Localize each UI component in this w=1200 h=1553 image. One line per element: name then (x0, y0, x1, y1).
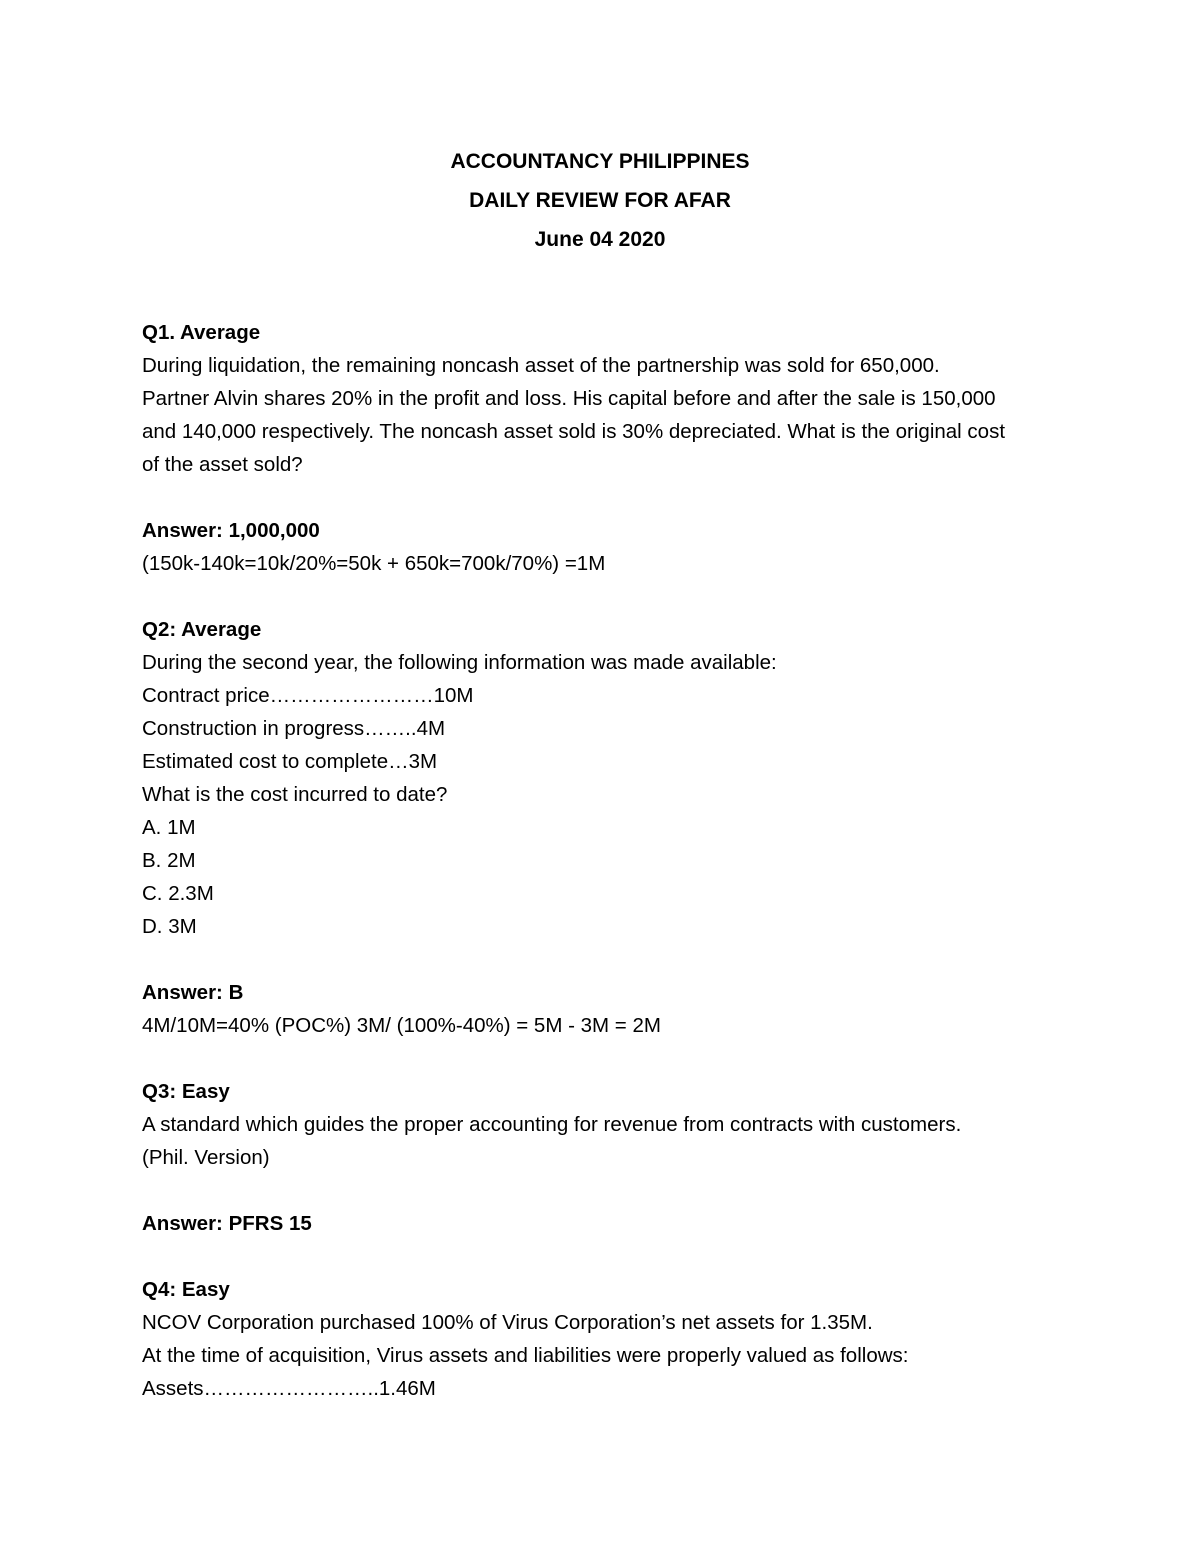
document-date: June 04 2020 (534, 228, 666, 251)
question-3-answer: Answer: PFRS 15 (142, 1212, 312, 1235)
spacer (142, 580, 1052, 613)
question-2 (142, 613, 1052, 1042)
spacer (142, 481, 1052, 514)
question-2-answer: Answer: B (142, 981, 244, 1004)
question-1-text-line: of the asset sold? (142, 453, 303, 476)
document-subtitle: DAILY REVIEW FOR AFAR (469, 189, 731, 212)
question-4-text-line: At the time of acquisition, Virus assets and liabilities were properly valued as follows: (142, 1344, 909, 1367)
spacer (142, 1174, 1052, 1207)
question-2-item: Construction in progress……..4M (142, 717, 446, 740)
spacer (142, 943, 1052, 976)
document-header (0, 142, 1200, 259)
question-1-solution: (150k-140k=10k/20%=50k + 650k=700k/70%) =1M (142, 552, 606, 575)
question-1-text-line: Partner Alvin shares 20% in the profit and loss. His capital before and after the sale is 150,000 (142, 387, 996, 410)
question-1-heading: Q1. Average (142, 321, 261, 344)
question-1-text-line: and 140,000 respectively. The noncash asset sold is 30% depreciated. What is the original cost (142, 420, 1006, 443)
question-4-text-line: NCOV Corporation purchased 100% of Virus Corporation’s net assets for 1.35M. (142, 1311, 873, 1334)
question-1-text-line: During liquidation, the remaining noncash asset of the partnership was sold for 650,000. (142, 354, 940, 377)
question-4-heading: Q4: Easy (142, 1278, 230, 1301)
question-2-choice-c: C. 2.3M (142, 882, 214, 905)
question-1 (142, 316, 1052, 580)
question-2-item: Estimated cost to complete…3M (142, 750, 438, 773)
question-3-text-line: A standard which guides the proper accounting for revenue from contracts with customers. (142, 1113, 962, 1136)
document-body (142, 316, 1052, 1405)
question-4 (142, 1273, 1052, 1405)
question-2-choice-a: A. 1M (142, 816, 196, 839)
question-3-text-line: (Phil. Version) (142, 1146, 270, 1169)
spacer (142, 1042, 1052, 1075)
question-3 (142, 1075, 1052, 1240)
question-2-heading: Q2: Average (142, 618, 262, 641)
spacer (142, 1240, 1052, 1273)
question-2-question: What is the cost incurred to date? (142, 783, 448, 806)
question-2-solution: 4M/10M=40% (POC%) 3M/ (100%-40%) = 5M - 3M = 2M (142, 1014, 661, 1037)
document-title: ACCOUNTANCY PHILIPPINES (450, 150, 750, 173)
question-3-heading: Q3: Easy (142, 1080, 230, 1103)
question-1-answer: Answer: 1,000,000 (142, 519, 320, 542)
question-2-choice-d: D. 3M (142, 915, 197, 938)
question-2-item: Contract price……………………10M (142, 684, 474, 707)
question-2-intro: During the second year, the following information was made available: (142, 651, 777, 674)
question-4-text-line: Assets……………………..1.46M (142, 1377, 436, 1400)
question-2-choice-b: B. 2M (142, 849, 196, 872)
